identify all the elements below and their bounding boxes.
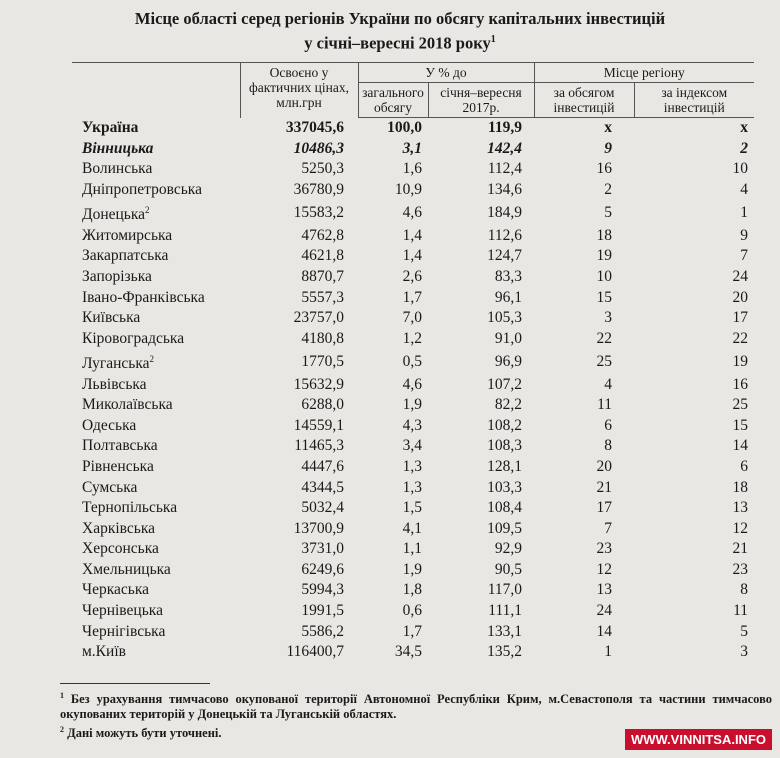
cell-volume: 1991,5	[301, 602, 344, 620]
cell-volume: 11465,3	[294, 437, 344, 455]
cell-index: 133,1	[487, 622, 522, 640]
cell-share: 1,4	[402, 226, 422, 244]
cell-rank-index: 20	[732, 288, 748, 306]
cell-region: Луганська$^2$	[82, 354, 155, 373]
cell-volume: 15632,9	[293, 375, 344, 393]
cell-volume: 5032,4	[301, 499, 344, 517]
cell-rank-index: 18	[732, 478, 748, 496]
cell-volume: 5250,3	[301, 160, 344, 178]
cell-rank-volume: x	[604, 119, 612, 137]
cell-rank-index: 12	[732, 519, 748, 537]
cell-volume: 6288,0	[301, 396, 344, 414]
table-row	[72, 436, 754, 457]
cell-rank-volume: 13	[596, 581, 612, 599]
cell-volume: 337045,6	[285, 119, 344, 137]
table-row	[72, 159, 754, 180]
cell-region: Черкаська	[82, 581, 150, 599]
table-row	[72, 329, 754, 350]
table-row	[72, 580, 754, 601]
cell-rank-volume: 17	[596, 499, 612, 517]
cell-volume: 116400,7	[286, 643, 344, 661]
cell-volume: 6249,6	[301, 560, 344, 578]
cell-share: 0,5	[402, 352, 422, 370]
cell-rank-volume: 16	[596, 160, 612, 178]
title-footnote-mark: 1	[490, 34, 496, 45]
table-row	[72, 139, 754, 160]
cell-share: 1,7	[402, 288, 422, 306]
cell-rank-volume: 20	[596, 457, 612, 475]
cell-rank-index: 21	[732, 540, 748, 558]
cell-region: Сумська	[82, 478, 138, 496]
header-percent: У % до	[358, 63, 534, 83]
cell-region: Івано-Франківська	[82, 288, 205, 306]
cell-region: Чернівецька	[82, 602, 163, 620]
cell-index: 108,4	[487, 499, 522, 517]
cell-volume: 15583,2	[293, 203, 344, 221]
site-watermark[interactable]: WWW.VINNITSA.INFO	[625, 729, 772, 750]
cell-rank-index: 10	[732, 160, 748, 178]
header-rank-volume: за обсягом інвестицій	[534, 83, 634, 118]
table-row	[72, 287, 754, 308]
cell-index: 119,9	[487, 119, 522, 137]
table-row	[72, 308, 754, 329]
cell-index: 90,5	[494, 560, 522, 578]
cell-rank-volume: 7	[604, 519, 612, 537]
cell-region: Київська	[82, 309, 141, 327]
cell-index: 134,6	[487, 181, 522, 199]
table-row	[72, 642, 754, 663]
cell-rank-index: 1	[740, 203, 748, 221]
cell-rank-index: 22	[732, 329, 748, 347]
cell-rank-volume: 3	[604, 309, 612, 327]
header-rank-index: за індексом інвестицій	[634, 83, 754, 118]
cell-volume: 36780,9	[293, 181, 344, 199]
header-volume: Освоєно у фактичних цінах, млн.грн	[240, 63, 358, 118]
cell-share: 34,5	[394, 643, 422, 661]
cell-volume: 13700,9	[293, 519, 344, 537]
table-row	[72, 560, 754, 581]
cell-rank-index: 24	[732, 268, 748, 286]
cell-volume: 4762,8	[301, 226, 344, 244]
cell-volume: 5586,2	[301, 622, 344, 640]
table-row	[72, 226, 754, 247]
cell-share: 1,5	[402, 499, 422, 517]
table-row	[72, 601, 754, 622]
cell-index: 105,3	[487, 309, 522, 327]
cell-rank-volume: 18	[596, 226, 612, 244]
cell-rank-index: 19	[732, 352, 748, 370]
cell-share: 1,8	[402, 581, 422, 599]
cell-index: 108,3	[487, 437, 522, 455]
cell-volume: 8870,7	[301, 268, 344, 286]
header-share: загального обсягу	[358, 83, 428, 118]
cell-share: 1,3	[402, 457, 422, 475]
footnote-1: $^1$ Без урахування тимчасово окупованої території Автономної Республіки Крим, м.Севастополя та частини тимчасово окупованих територій у Донецькій та Луганській областях.	[60, 691, 773, 722]
table-row	[72, 621, 754, 642]
cell-region: Волинська	[82, 160, 153, 178]
cell-index: 135,2	[487, 643, 522, 661]
cell-volume: 4621,8	[301, 247, 344, 265]
header-region	[72, 63, 240, 118]
cell-rank-index: 4	[740, 181, 748, 199]
cell-region: Полтавська	[82, 437, 158, 455]
cell-region: Миколаївська	[82, 396, 173, 414]
cell-region: Запорізька	[82, 268, 152, 286]
cell-rank-volume: 14	[596, 622, 612, 640]
footnote-divider	[60, 683, 210, 684]
cell-rank-index: 2	[740, 139, 748, 157]
cell-rank-index: x	[740, 119, 748, 137]
cell-index: 92,9	[494, 540, 522, 558]
table-row	[72, 415, 754, 436]
header-rank: Місце регіону	[534, 63, 754, 83]
table-row	[72, 518, 754, 539]
cell-volume: 1770,5	[301, 352, 344, 370]
footnote-2: $^2$ Дані можуть бути уточнені.	[60, 725, 222, 741]
table-row	[72, 539, 754, 560]
cell-region: м.Київ	[82, 643, 126, 661]
cell-index: 124,7	[487, 247, 522, 265]
cell-rank-volume: 22	[596, 329, 612, 347]
cell-rank-index: 3	[740, 643, 748, 661]
cell-rank-volume: 24	[596, 602, 612, 620]
cell-rank-volume: 21	[596, 478, 612, 496]
cell-volume: 3731,0	[301, 540, 344, 558]
cell-share: 7,0	[402, 309, 422, 327]
cell-rank-volume: 25	[596, 352, 612, 370]
cell-volume: 23757,0	[293, 309, 344, 327]
table-row	[72, 267, 754, 288]
cell-volume: 5994,3	[301, 581, 344, 599]
cell-index: 96,1	[494, 288, 522, 306]
cell-share: 1,2	[402, 329, 422, 347]
cell-rank-index: 17	[732, 309, 748, 327]
cell-rank-index: 5	[740, 622, 748, 640]
cell-volume: 4344,5	[301, 478, 344, 496]
cell-share: 1,9	[402, 560, 422, 578]
cell-region: Україна	[82, 119, 139, 137]
table-row	[72, 395, 754, 416]
cell-share: 3,4	[402, 437, 422, 455]
cell-share: 4,3	[402, 416, 422, 434]
cell-rank-index: 8	[740, 581, 748, 599]
header-index-2017: січня–вересня 2017р.	[428, 83, 534, 118]
table-row	[72, 200, 754, 225]
cell-rank-volume: 6	[604, 416, 612, 434]
investment-table	[72, 62, 754, 663]
cell-share: 4,6	[402, 203, 422, 221]
cell-share: 1,4	[402, 247, 422, 265]
cell-region: Тернопільська	[82, 499, 178, 517]
cell-rank-volume: 19	[596, 247, 612, 265]
title-line-1: Місце області серед регіонів України по обсягу капітальних інвестицій	[134, 9, 666, 28]
cell-region: Харківська	[82, 519, 156, 537]
cell-rank-index: 13	[732, 499, 748, 517]
cell-rank-index: 16	[732, 375, 748, 393]
cell-rank-volume: 15	[596, 288, 612, 306]
cell-index: 82,2	[494, 396, 522, 414]
cell-region: Одеська	[82, 416, 137, 434]
table-row	[72, 180, 754, 201]
cell-index: 112,4	[487, 160, 522, 178]
cell-region: Львівська	[82, 375, 147, 393]
cell-volume: 4447,6	[301, 457, 344, 475]
table-row	[72, 457, 754, 478]
table-row	[72, 374, 754, 395]
cell-index: 117,0	[487, 581, 522, 599]
cell-index: 111,1	[488, 602, 522, 620]
cell-index: 128,1	[487, 457, 522, 475]
cell-rank-volume: 2	[604, 181, 612, 199]
cell-rank-volume: 23	[596, 540, 612, 558]
cell-share: 4,6	[402, 375, 422, 393]
cell-region: Дніпропетровська	[82, 181, 202, 199]
cell-index: 108,2	[487, 416, 522, 434]
cell-share: 1,3	[402, 478, 422, 496]
cell-index: 142,4	[487, 139, 522, 157]
cell-rank-index: 15	[732, 416, 748, 434]
cell-index: 96,9	[494, 352, 522, 370]
cell-rank-volume: 10	[596, 268, 612, 286]
cell-rank-volume: 12	[596, 560, 612, 578]
cell-rank-index: 9	[740, 226, 748, 244]
table-row	[72, 498, 754, 519]
cell-index: 83,3	[494, 268, 522, 286]
cell-rank-volume: 4	[604, 375, 612, 393]
cell-volume: 10486,3	[293, 139, 344, 157]
cell-share: 10,9	[394, 181, 422, 199]
cell-index: 112,6	[487, 226, 522, 244]
cell-region: Чернігівська	[82, 622, 166, 640]
cell-region: Вінницька	[82, 139, 154, 157]
cell-index: 107,2	[487, 375, 522, 393]
table-row	[72, 246, 754, 267]
cell-volume: 4180,8	[301, 329, 344, 347]
cell-share: 1,7	[402, 622, 422, 640]
table-row	[72, 118, 754, 139]
cell-rank-index: 11	[733, 602, 748, 620]
cell-rank-index: 7	[740, 247, 748, 265]
cell-index: 109,5	[487, 519, 522, 537]
cell-rank-index: 6	[740, 457, 748, 475]
cell-share: 100,0	[387, 119, 422, 137]
cell-region: Закарпатська	[82, 247, 169, 265]
cell-rank-index: 23	[732, 560, 748, 578]
cell-region: Рівненська	[82, 457, 154, 475]
cell-share: 2,6	[402, 268, 422, 286]
cell-share: 1,6	[402, 160, 422, 178]
document-title	[60, 8, 740, 54]
cell-region: Хмельницька	[82, 560, 171, 578]
cell-volume: 14559,1	[293, 416, 344, 434]
cell-rank-volume: 8	[604, 437, 612, 455]
table-row	[72, 349, 754, 374]
cell-share: 3,1	[402, 139, 422, 157]
cell-region: Херсонська	[82, 540, 159, 558]
cell-rank-index: 14	[732, 437, 748, 455]
table-body	[72, 118, 754, 663]
cell-rank-volume: 11	[597, 396, 612, 414]
cell-share: 1,9	[402, 396, 422, 414]
cell-rank-index: 25	[732, 396, 748, 414]
title-line-2: у січні–вересні 2018 року$^1$	[304, 33, 496, 53]
cell-rank-volume: 1	[604, 643, 612, 661]
cell-rank-volume: 5	[604, 203, 612, 221]
cell-index: 91,0	[494, 329, 522, 347]
cell-share: 0,6	[402, 602, 422, 620]
table-row	[72, 477, 754, 498]
cell-index: 103,3	[487, 478, 522, 496]
cell-region: Донецька$^2$	[82, 205, 150, 224]
cell-index: 184,9	[487, 203, 522, 221]
cell-rank-volume: 9	[604, 139, 612, 157]
cell-region: Кіровоградська	[82, 329, 185, 347]
cell-volume: 5557,3	[301, 288, 344, 306]
cell-share: 4,1	[402, 519, 422, 537]
cell-region: Житомирська	[82, 226, 173, 244]
cell-share: 1,1	[402, 540, 422, 558]
